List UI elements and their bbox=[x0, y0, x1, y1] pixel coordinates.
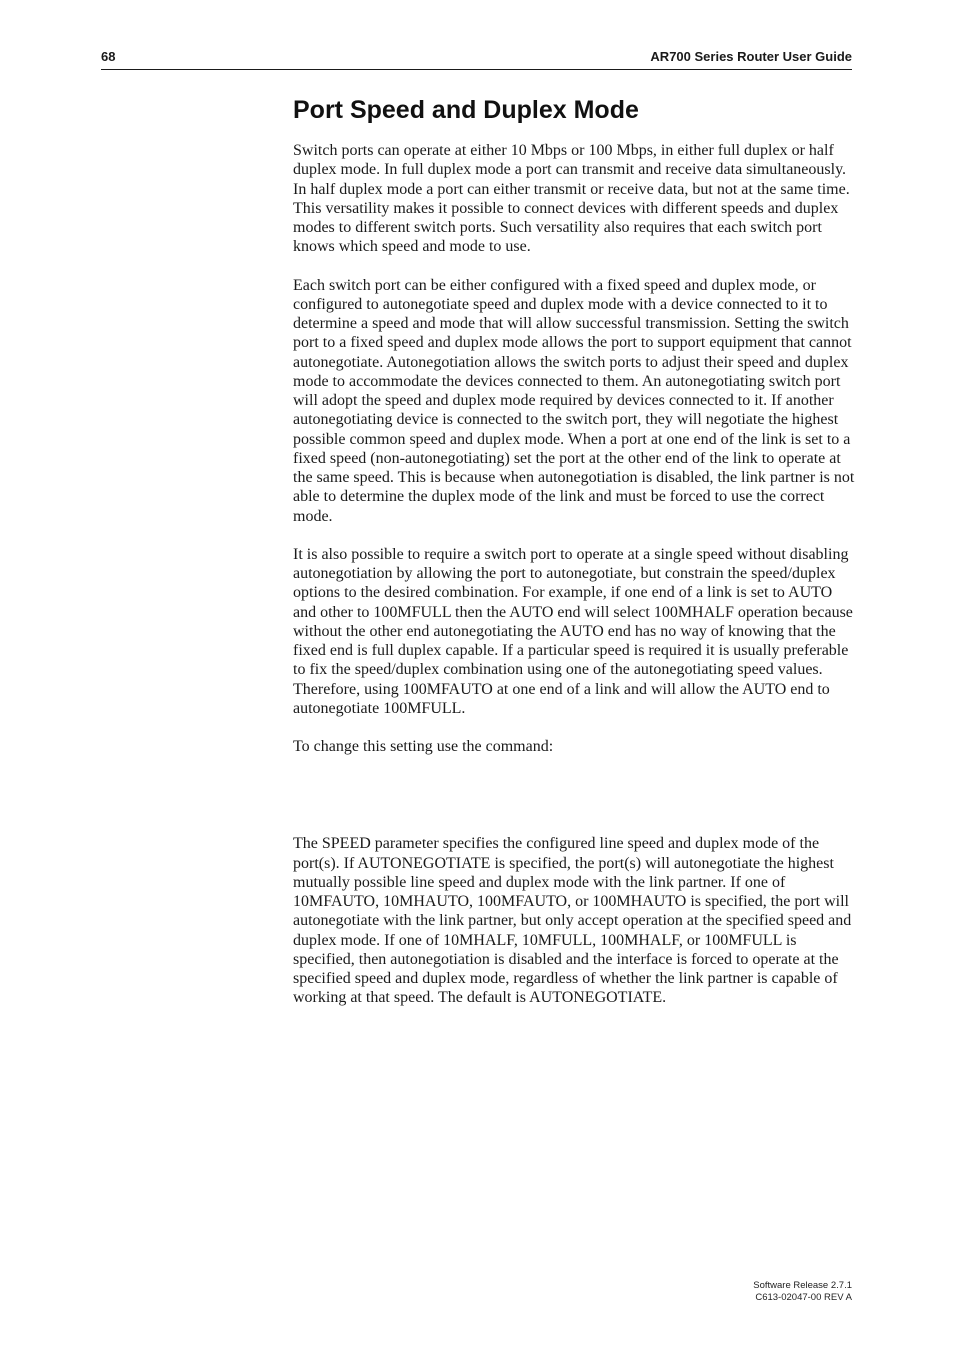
document-id: C613-02047-00 REV A bbox=[755, 1292, 852, 1303]
guide-title: AR700 Series Router User Guide bbox=[650, 49, 852, 64]
section-title: Port Speed and Duplex Mode bbox=[293, 96, 639, 124]
page-header bbox=[101, 47, 852, 70]
page-footer bbox=[753, 1280, 852, 1304]
paragraph-command-intro: To change this setting use the command: bbox=[293, 738, 554, 755]
paragraph-speed-intro: Switch ports can operate at either 10 Mbps or 100 Mbps, in either full duplex or half duplex mode. In full duplex mode a port can transmit and receive data simultaneously. In half duplex mode a port can either transmit or receive data, but not at the same time. This versatility makes it possible to connect devices with different speeds and duplex modes to different switch ports. Such versatility also requires that each switch port knows which speed and mode to use. bbox=[293, 142, 850, 256]
paragraph-autonegotiation: Each switch port can be either configured with a fixed speed and duplex mode, or configured to autonegotiate speed and duplex mode with a device connected to it to determine a speed and mode that will allow successful transmission. Setting the switch port to a fixed speed and duplex mode allows the port to support equipment that cannot autonegotiate. Autonegotiation allows the switch ports to adjust their speed and duplex mode to accommodate the devices connected to them. An autonegotiating switch port will adopt the speed and duplex mode required by devices connected to it. If another autonegotiating device is connected to the switch port, they will negotiate the highest possible common speed and duplex mode. When a port at one end of the link is set to a fixed speed (non-autonegotiating) set the port at the other end of the link to operate at the same speed. This is because when autonegotiation is disabled, the link partner is not able to determine the duplex mode of the link and must be forced to use the correct mode. bbox=[293, 276, 855, 525]
page-number: 68 bbox=[101, 49, 116, 64]
paragraph-speed-parameter: The SPEED parameter specifies the configured line speed and duplex mode of the port(s). If AUTONEGOTIATE is specified, the port(s) will autonegotiate the highest mutually possible line speed and duplex mode with the link partner. If one of 10MFAUTO, 10MHAUTO, 100MFAUTO, or 100MHAUTO is specified, the port will autonegotiate with the link partner, but only accept operation at the specified speed and duplex mode. If one of 10MHALF, 10MFULL, 100MHALF, or 100MFULL is specified, then autonegotiation is disabled and the interface is forced to operate at the specified speed and duplex mode, regardless of whether the link partner is capable of working at that speed. The default is AUTONEGOTIATE. bbox=[293, 835, 852, 1007]
body-text bbox=[293, 141, 855, 1008]
paragraph-constrain-speed: It is also possible to require a switch port to operate at a single speed without disabling autonegotiation by allowing the port to autonegotiate, but constrain the speed/duplex options to the desired combination. For example, if one end of a link is set to AUTO and other to 100MFULL then the AUTO end will select 100MHALF operation because without the other end autonegotiating the AUTO end has no way of knowing that the fixed end is full duplex capable. If a particular speed is required it is usually preferable to fix the speed/duplex combination using one of the autonegotiating speed values. Therefore, using 100MFAUTO at one end of a link and will allow the AUTO end to autonegotiate 100MFULL. bbox=[293, 545, 853, 717]
software-release: Software Release 2.7.1 bbox=[753, 1280, 852, 1291]
